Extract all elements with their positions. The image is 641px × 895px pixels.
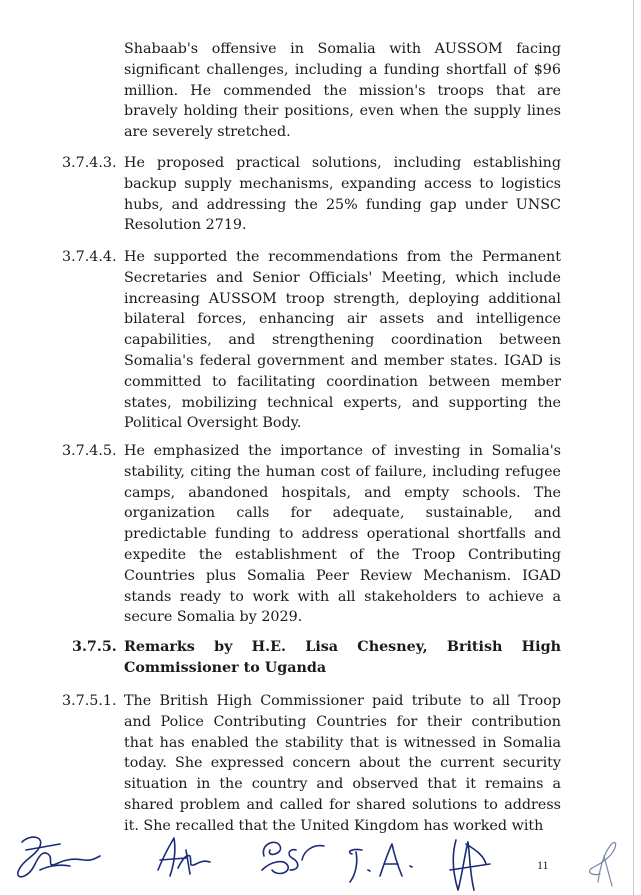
paragraph-text: The British High Commissioner paid tribute to all Troop and Police Contributing Countries for their contribution that has enabled the stability that is witnessed in Somalia today. She expressed concern about the current security situation in the country and observed that it remains a shared problem and called for shared solutions to address it. She recalled that the United Kingdom has worked with xyxy=(124,693,561,834)
paragraph-text: He emphasized the importance of investing in Somalia's stability, citing the human cost of failure, including refugee camps, abandoned hospitals, and empty schools. The organization calls for adequate, sustainable, and predictable funding to address operational shortfalls and expedite the establishment of the Troop Contributing Countries plus Somalia Peer Review Mechanism. IGAD stands ready to work with all stakeholders to achieve a secure Somalia by 2029. xyxy=(124,443,561,626)
section-heading-number: 3.7.5. xyxy=(72,639,117,655)
paragraph-text: He supported the recommendations from the Permanent Secretaries and Senior Officials' Meeting, which include increasing AUSSOM troop strength, deploying additional bilateral forces, enhancing air assets and intelligence capabilities, and strengthening coordination between Somalia's federal government and member states. IGAD is committed to facilitating coordination between member states, mobilizing technical experts, and supporting the Political Oversight Body. xyxy=(124,249,561,432)
signature-6-icon xyxy=(590,843,616,886)
signature-4-icon xyxy=(350,844,412,882)
signature-1-icon xyxy=(18,837,100,877)
section-heading: Remarks by H.E. Lisa Chesney, British High Commissioner to Uganda xyxy=(124,639,561,676)
signature-5-icon xyxy=(450,840,490,890)
paragraph-number: 3.7.5.1. xyxy=(62,693,117,709)
page-number: 11 xyxy=(537,858,549,872)
paragraph-continued: Shabaab's offensive in Somalia with AUSSOM facing significant challenges, including a funding shortfall of $96 million. He commended the mission's troops that are bravely holding their positions, even when the supply lines are severely stretched. xyxy=(124,41,561,141)
paragraph-number: 3.7.4.5. xyxy=(62,443,117,459)
signature-2-icon xyxy=(158,838,210,876)
paragraph-number: 3.7.4.4. xyxy=(62,249,117,265)
paragraph-number: 3.7.4.3. xyxy=(62,155,117,171)
signature-3-icon xyxy=(262,842,324,873)
paragraph-text: He proposed practical solutions, including establishing backup supply mechanisms, expanding access to logistics hubs, and addressing the 25% funding gap under UNSC Resolution 2719. xyxy=(124,155,561,234)
